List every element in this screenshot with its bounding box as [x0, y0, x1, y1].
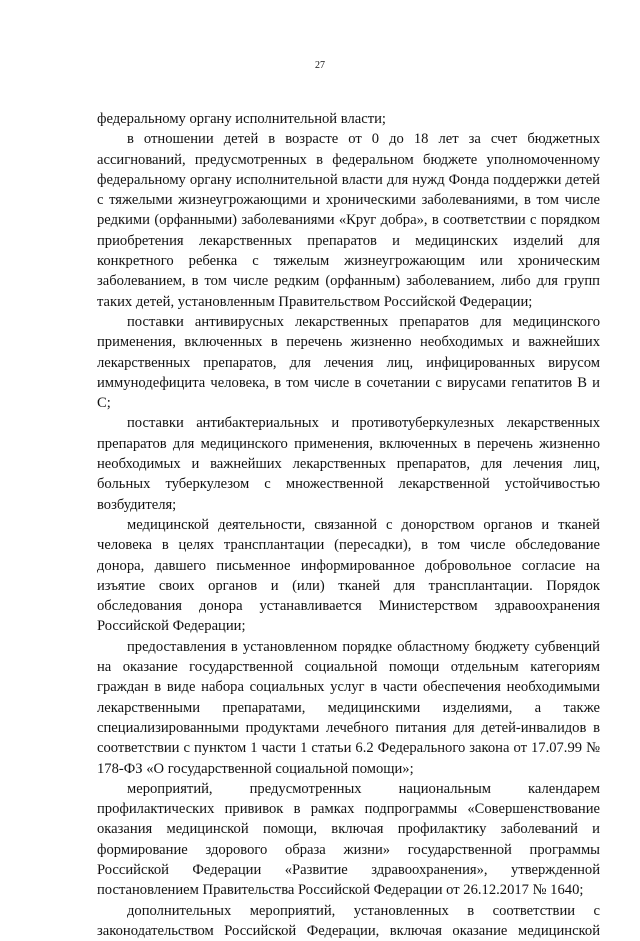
- paragraph-3: поставки антивирусных лекарственных препаратов для медицинского применения, включенных в перечень жизненно необходимых и важнейших лекарственных препаратов, для лечения лиц, инфицированных вирусом иммунодефицита человека, в том числе в сочетании с вирусами гепатитов B и C;: [97, 313, 600, 412]
- paragraph-4: поставки антибактериальных и противотуберкулезных лекарственных препаратов для медицинского применения, включенных в перечень жизненно необходимых и важнейших лекарственных препаратов, для лечения лиц, больных туберкулезом с множественной лекарственной устойчивостью возбудителя;: [97, 415, 600, 513]
- paragraph-1: федеральному органу исполнительной власти;: [97, 111, 386, 127]
- page-number: 27: [315, 60, 325, 71]
- paragraph-8: дополнительных мероприятий, установленных в соответствии с законодательством Российской Федерации, включая оказание медицинской: [97, 902, 600, 939]
- paragraph-2: в отношении детей в возрасте от 0 до 18 лет за счет бюджетных ассигнований, предусмотренных в федеральном бюджете уполномоченному федеральному органу исполнительной власти для нужд Фонда поддержки детей с тяжелыми жизнеугрожающими и хроническими заболеваниями, в том числе редкими (орфанными) заболеваниями «Круг добра», в соответствии с порядком приобретения лекарственных препаратов и медицинских изделий для конкретного ребенка с тяжелым жизнеугрожающим или хроническим заболеванием, в том числе редким (орфанным) заболеванием, либо для групп таких детей, установленным Правительством Российской Федерации;: [97, 131, 600, 310]
- document-body: [97, 109, 600, 941]
- paragraph-6: предоставления в установленном порядке областному бюджету субвенций на оказание государственной социальной помощи отдельным категориям граждан в виде набора социальных услуг в части обеспечения необходимыми лекарственными препаратами, медицинскими изделиями, а также специализированными продуктами лечебного питания для детей-инвалидов в соответствии с пунктом 1 части 1 статьи 6.2 Федерального закона от 17.07.99 № 178-ФЗ «О государственной социальной помощи»;: [97, 638, 600, 777]
- paragraph-5: медицинской деятельности, связанной с донорством органов и тканей человека в целях трансплантации (пересадки), в том числе обследование донора, давшего письменное информированное добровольное согласие на изъятие своих органов и (или) тканей для трансплантации. Порядок обследования донора устанавливается Министерством здравоохранения Российской Федерации;: [97, 516, 600, 635]
- paragraph-7: мероприятий, предусмотренных национальным календарем профилактических прививок в рамках подпрограммы «Совершенствование оказания медицинской помощи, включая профилактику заболеваний и формирование здорового образа жизни» государственной программы Российской Федерации «Развитие здравоохранения», утвержденной постановлением Правительства Российской Федерации от 26.12.2017 № 1640;: [97, 780, 600, 899]
